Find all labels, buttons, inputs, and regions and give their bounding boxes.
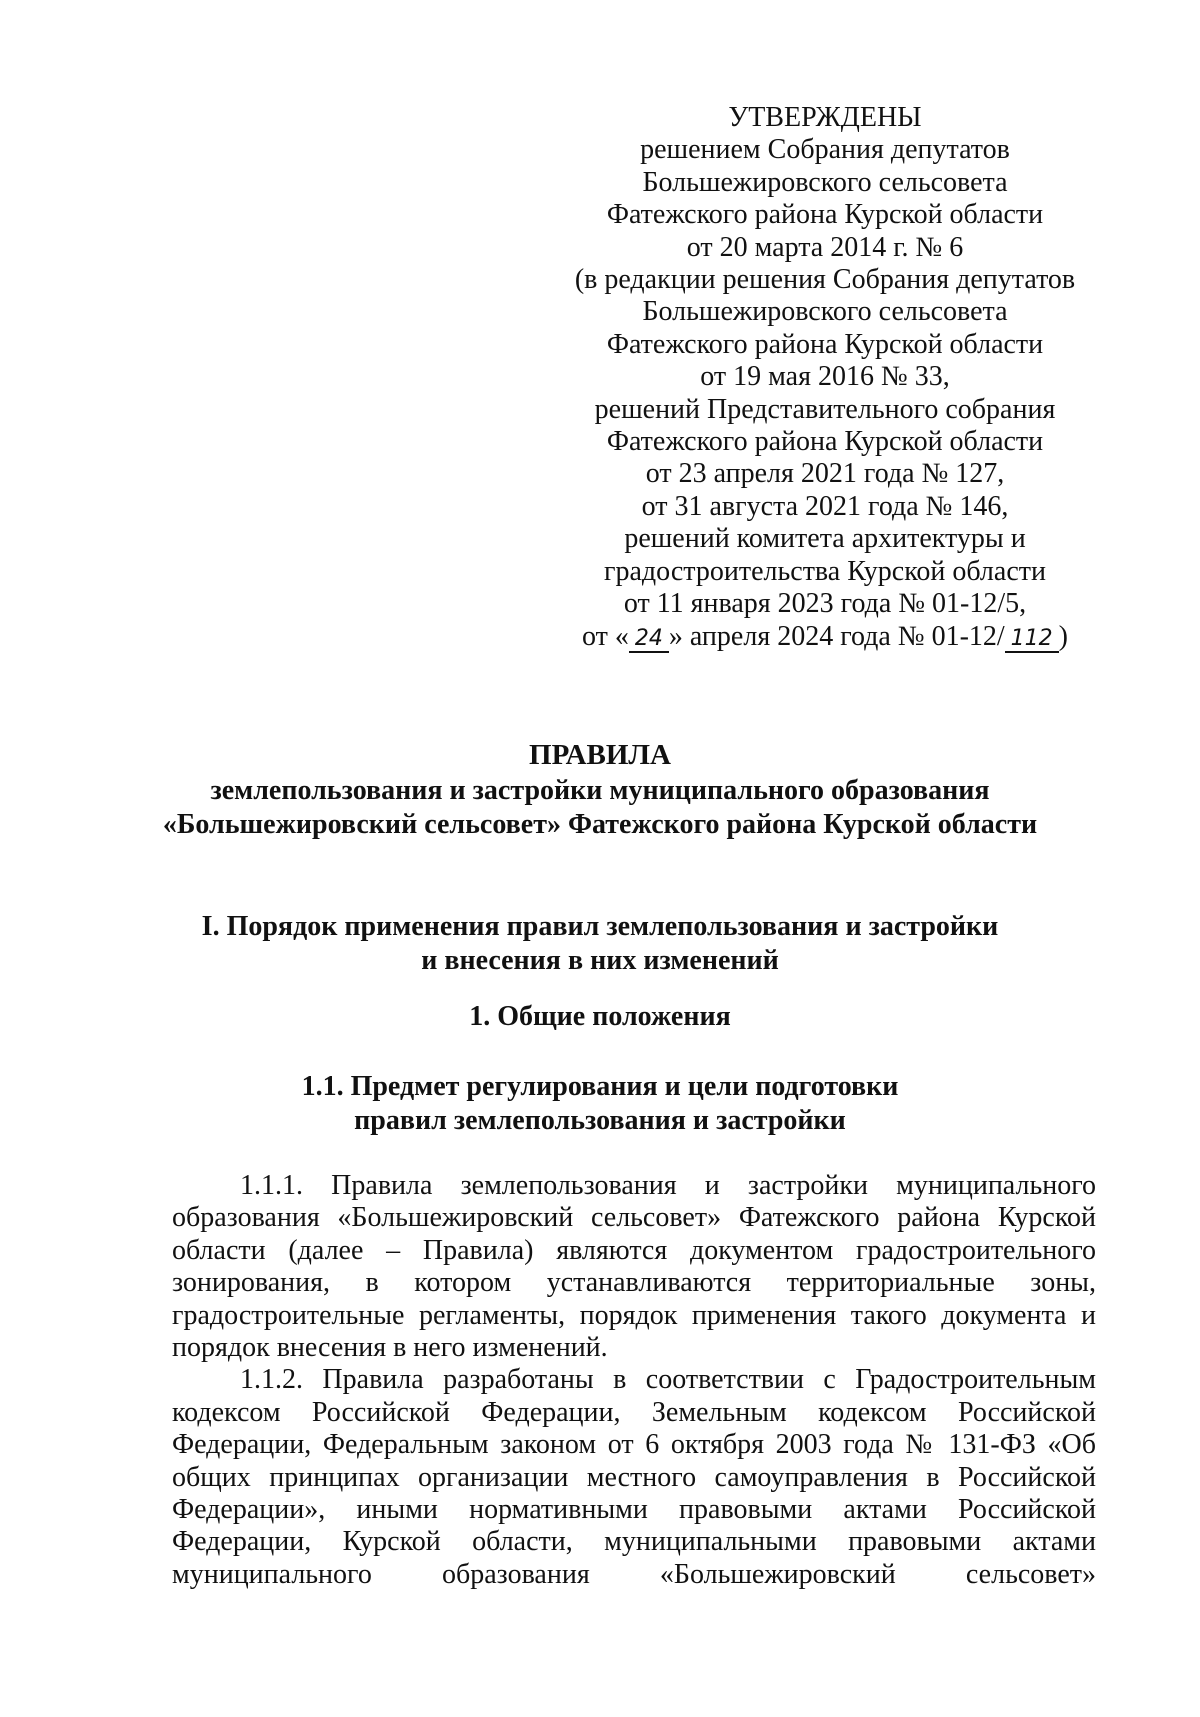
subsection-heading bbox=[140, 1070, 1060, 1138]
approval-line: от 20 марта 2014 г. № 6 bbox=[686, 231, 964, 263]
approval-line: (в редакции решения Собрания депутатов bbox=[574, 264, 1076, 296]
approval-line: Большежировского сельсовета bbox=[642, 166, 1008, 198]
document-title-line: землепользования и застройки муниципального образования bbox=[210, 775, 990, 806]
document-title bbox=[140, 738, 1060, 842]
paragraph: 1.1.2. Правила разработаны в соответствии с Градостроительным кодексом Российской Федерации, Земельным кодексом Российской Федерации, Федеральным законом от 6 октября 2003 года № 131-ФЗ «Об общих принципах организации местного самоуправления в Российской Федерации», иными нормативными правовыми актами Российской Федерации, Курской области, муниципальными правовыми актами муниципального образования «Большежировский сельсовет» bbox=[172, 1364, 1096, 1590]
approval-line: от 23 апреля 2021 года № 127, bbox=[645, 458, 1005, 490]
document-title-main: ПРАВИЛА bbox=[529, 739, 671, 771]
approval-line: Фатежского района Курской области bbox=[606, 328, 1044, 360]
handwritten-day: 24 bbox=[629, 627, 669, 653]
approval-line: УТВЕРЖДЕНЫ bbox=[728, 102, 922, 133]
subsection-heading-line: 1.1. Предмет регулирования и цели подготовки bbox=[301, 1071, 899, 1102]
chapter-heading-line: и внесения в них изменений bbox=[421, 945, 779, 976]
approval-last-prefix: от « bbox=[582, 620, 629, 652]
chapter-heading-line: I. Порядок применения правил землепользования и застройки bbox=[201, 911, 999, 942]
approval-last-suffix: ) bbox=[1058, 620, 1068, 652]
approval-line: Фатежского района Курской области bbox=[606, 426, 1044, 458]
section-heading-title: 1. Общие положения bbox=[469, 1001, 731, 1032]
subsection-heading-line: правил землепользования и застройки bbox=[354, 1105, 846, 1136]
approval-line: Большежировского сельсовета bbox=[642, 296, 1008, 328]
chapter-heading bbox=[140, 910, 1060, 978]
approval-last-middle: » апреля 2024 года № 01-12/ bbox=[668, 620, 1005, 652]
body-text bbox=[172, 1170, 1096, 1591]
approval-line: решений комитета архитектуры и bbox=[624, 523, 1026, 555]
approval-line: от 31 августа 2021 года № 146, bbox=[641, 490, 1009, 522]
approval-line: решений Представительного собрания bbox=[594, 393, 1056, 425]
section-heading bbox=[140, 1000, 1060, 1034]
document-title-line: «Большежировский сельсовет» Фатежского района Курской области bbox=[162, 809, 1038, 840]
approval-line: от 19 мая 2016 № 33, bbox=[700, 361, 950, 393]
paragraph: 1.1.1. Правила землепользования и застройки муниципального образования «Большежировский сельсовет» Фатежского района Курской области (далее – Правила) являются документом градостроительного зонирования, в котором устанавливаются территориальные зоны, градостроительные регламенты, порядок применения такого документа и порядок внесения в него изменений. bbox=[172, 1170, 1096, 1364]
approval-line: решением Собрания депутатов bbox=[640, 134, 1010, 166]
approval-line: Фатежского района Курской области bbox=[606, 199, 1044, 231]
approval-stamp bbox=[560, 102, 1090, 653]
approval-last-line bbox=[560, 621, 1090, 653]
handwritten-number: 112 bbox=[1005, 627, 1059, 653]
approval-line: от 11 января 2023 года № 01-12/5, bbox=[623, 588, 1027, 620]
approval-line: градостроительства Курской области bbox=[604, 555, 1046, 587]
